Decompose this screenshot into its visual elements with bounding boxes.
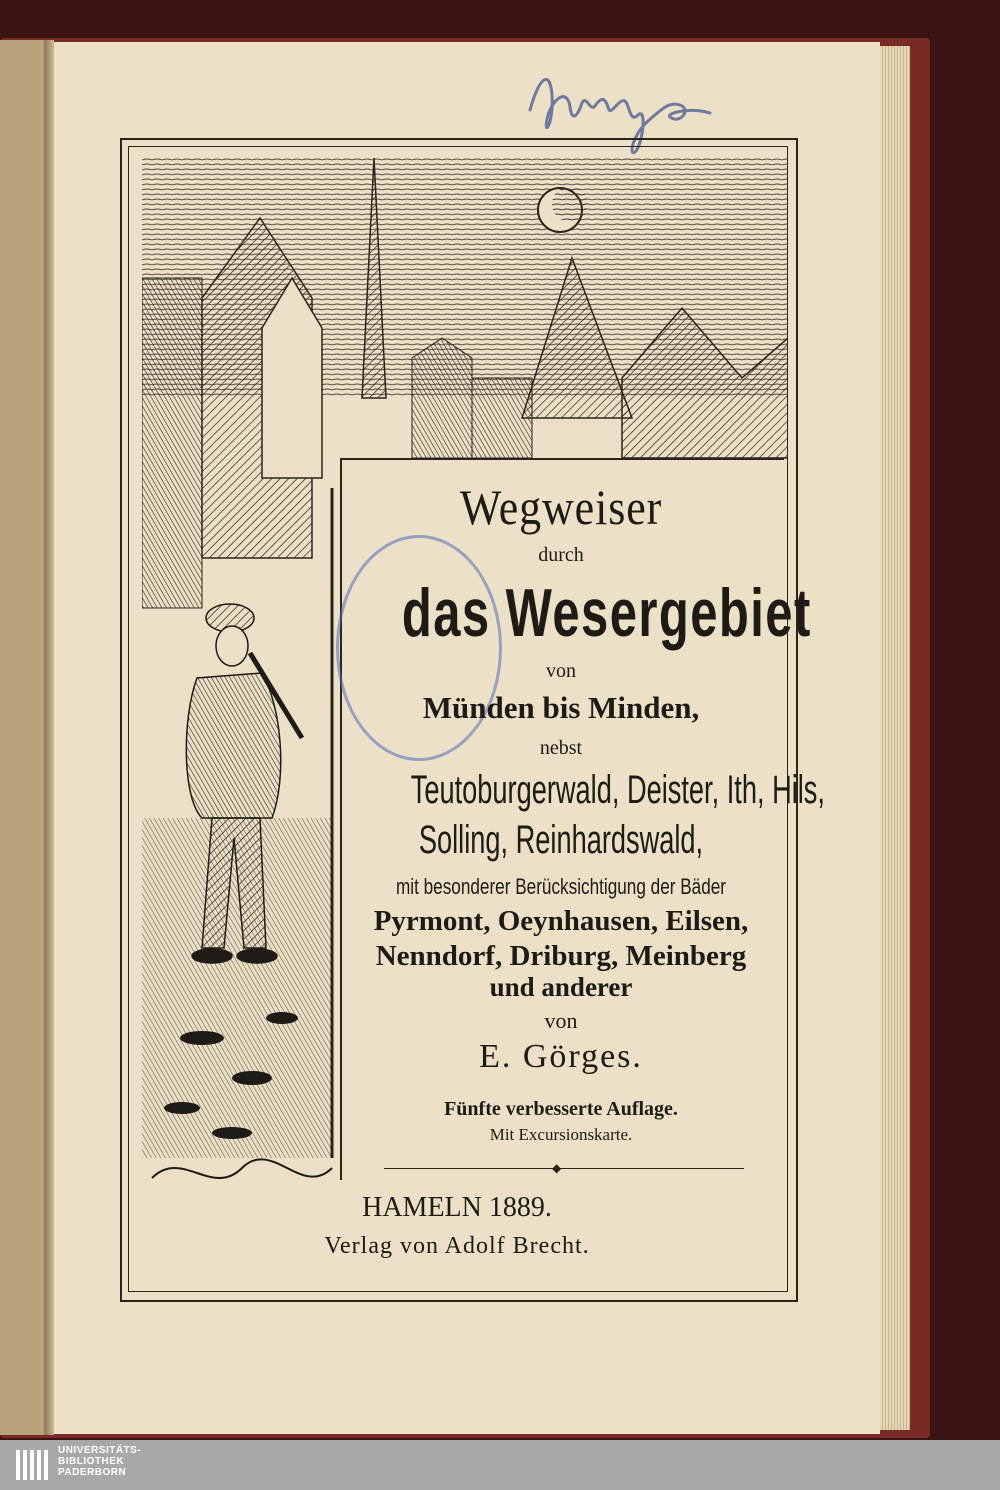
- publisher-line: Verlag von Adolf Brecht.: [324, 1233, 590, 1259]
- library-name: [58, 1445, 141, 1478]
- baths-line-3: und anderer: [489, 972, 633, 1002]
- place-year: HAMELN 1889.: [362, 1192, 552, 1223]
- author-connector: von: [544, 1008, 578, 1033]
- baths-line-2: Nenndorf, Driburg, Meinberg: [375, 940, 747, 972]
- regions-line-1: Teutoburgerwald, Deister, Ith, Hils,: [410, 768, 825, 812]
- regions-line-2: Solling, Reinhardswald,: [418, 818, 704, 862]
- library-name-line-2: BIBLIOTHEK: [58, 1456, 125, 1467]
- page-edges: [880, 46, 910, 1430]
- book-title: Wegweiser: [459, 479, 663, 535]
- range-line: Münden bis Minden,: [422, 690, 700, 725]
- divider-ornament: ◆: [552, 1161, 562, 1175]
- left-page: [0, 40, 44, 1435]
- edition-note: Fünfte verbesserte Auflage.: [444, 1098, 678, 1120]
- title-connector: durch: [538, 544, 584, 566]
- connector-von: von: [546, 660, 576, 682]
- connector-nebst: nebst: [539, 737, 583, 759]
- map-note: Mit Excursionskarte.: [489, 1125, 633, 1144]
- divider-rule: [384, 1168, 744, 1169]
- footer-bar: [0, 1440, 1000, 1490]
- author-name: E. Görges.: [479, 1038, 643, 1075]
- book-gutter: [44, 40, 54, 1435]
- baths-line-1: Pyrmont, Oeynhausen, Eilsen,: [373, 905, 749, 937]
- library-logo-icon: [14, 1446, 52, 1484]
- subtitle-line: mit besonderer Berücksichtigung der Bäder: [395, 874, 727, 899]
- library-name-line-3: PADERBORN: [58, 1467, 127, 1478]
- library-name-line-1: UNIVERSITÄTS-: [58, 1445, 142, 1456]
- main-title: das Wesergebiet: [401, 575, 812, 651]
